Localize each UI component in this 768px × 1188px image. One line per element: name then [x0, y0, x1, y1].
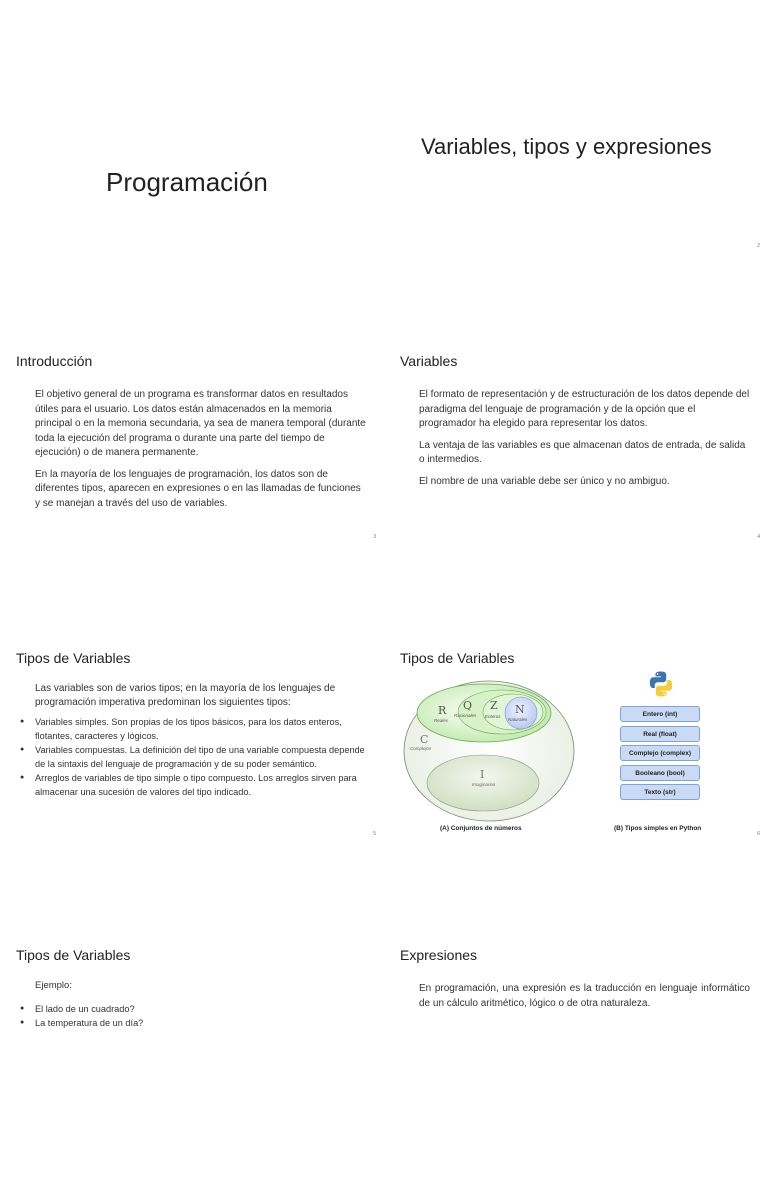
python-type-complex: Complejo (complex) — [620, 745, 700, 761]
python-type-bool: Booleano (bool) — [620, 765, 700, 781]
paragraph: En programación, una expresión es la traducción en lenguaje informático de un cálculo aritmético, lógico o de otra naturaleza. — [419, 983, 750, 1009]
paragraph: En la mayoría de los lenguajes de programación, los datos son de diferentes tipos, aparecen en expresiones o en las llamadas de funciones y se manejan a través del uso de variables. — [35, 468, 361, 509]
set-symbol-c: C — [420, 733, 429, 746]
set-symbol-q: Q — [463, 699, 473, 712]
python-logo-icon — [647, 670, 675, 698]
slide-2 — [384, 0, 768, 297]
page-number: 4 — [757, 534, 760, 540]
list-item: ● La temperatura de un día? — [35, 1016, 366, 1030]
set-symbol-r: R — [438, 704, 447, 717]
slide-3 — [0, 297, 384, 594]
set-label-z: Enteros — [485, 714, 501, 719]
slide-7-title: Tipos de Variables — [16, 947, 131, 963]
python-type-float: Real (float) — [620, 726, 700, 742]
slide-5-title: Tipos de Variables — [16, 650, 131, 666]
slide-4-title: Variables — [400, 353, 458, 369]
python-type-str: Texto (str) — [620, 784, 700, 800]
slide-6-title: Tipos de Variables — [400, 650, 515, 666]
paragraph: El objetivo general de un programa es transformar datos en resultados útiles para el usuario. Los datos están almacenados en la memoria principal o en la memoria secundaria, ya sea de manera temporal (durante toda la ejecución del programa o durante una parte del tiempo de ejecución) o de manera permanente. — [35, 389, 366, 458]
set-label-c: Complejos — [410, 746, 432, 751]
list-item: ● Arreglos de variables de tipo simple o tipo compuesto. Los arreglos sirven para almacenar una sucesión de valores del tipo indicado. — [35, 771, 366, 799]
list-item: ● El lado de un cuadrado? — [35, 1002, 366, 1016]
paragraph: La ventaja de las variables es que almacenan datos de entrada, de salida o intermedios. — [419, 439, 746, 465]
slide-2-title: Variables, tipos y expresiones — [421, 134, 712, 159]
slide-4-body — [419, 388, 750, 496]
paragraph: El nombre de una variable debe ser único y no ambiguo. — [419, 475, 670, 487]
set-symbol-z: Z — [490, 699, 498, 712]
slide-6 — [384, 594, 768, 891]
slide-4 — [384, 297, 768, 594]
bullet-list — [35, 715, 366, 799]
caption-python-types: (B) Tipos simples en Python — [614, 825, 702, 832]
slide-8-body — [419, 982, 750, 1018]
caption-number-sets: (A) Conjuntos de números — [440, 825, 522, 832]
slide-3-body — [35, 388, 366, 518]
page-number: 6 — [757, 831, 760, 837]
list-item: ● Variables compuestas. La definición del tipo de una variable compuesta depende de la sintaxis del lenguaje de programación y de su poder semántico. — [35, 743, 366, 771]
python-type-int: Entero (int) — [620, 706, 700, 722]
slide-3-title: Introducción — [16, 353, 93, 369]
slide-7 — [0, 891, 384, 1188]
intro-text: Las variables son de varios tipos; en la mayoría de los lenguajes de programación imperativa predominan los siguientes tipos: — [35, 683, 336, 708]
set-symbol-n: N — [515, 703, 525, 716]
slide-8 — [384, 891, 768, 1188]
slide-7-body — [35, 979, 366, 1030]
page-number: 2 — [757, 243, 760, 249]
paragraph: El formato de representación y de estructuración de los datos depende del paradigma del lenguaje de programación y de la opción que el programador ha elegido para representar los datos. — [419, 389, 750, 429]
intro-text: Ejemplo: — [35, 980, 72, 991]
set-label-q: Racionales — [454, 713, 477, 718]
set-label-r: Reales — [434, 718, 449, 723]
slide-5-body — [35, 682, 366, 799]
list-item: ● Variables simples. Son propias de los tipos básicos, para los datos enteros, flotantes, caracteres y lógicos. — [35, 715, 366, 743]
slide-5 — [0, 594, 384, 891]
set-label-n: Naturales — [508, 717, 528, 722]
number-sets-venn-diagram — [402, 678, 577, 823]
slide-8-title: Expresiones — [400, 947, 478, 963]
set-label-i: Imaginarios — [472, 782, 496, 787]
slide-1-title: Programación — [106, 167, 268, 197]
slide-1 — [0, 0, 384, 297]
page-number: 5 — [373, 831, 376, 837]
page-number: 3 — [373, 534, 376, 540]
bullet-list — [35, 1002, 366, 1030]
set-symbol-i: I — [480, 768, 485, 781]
